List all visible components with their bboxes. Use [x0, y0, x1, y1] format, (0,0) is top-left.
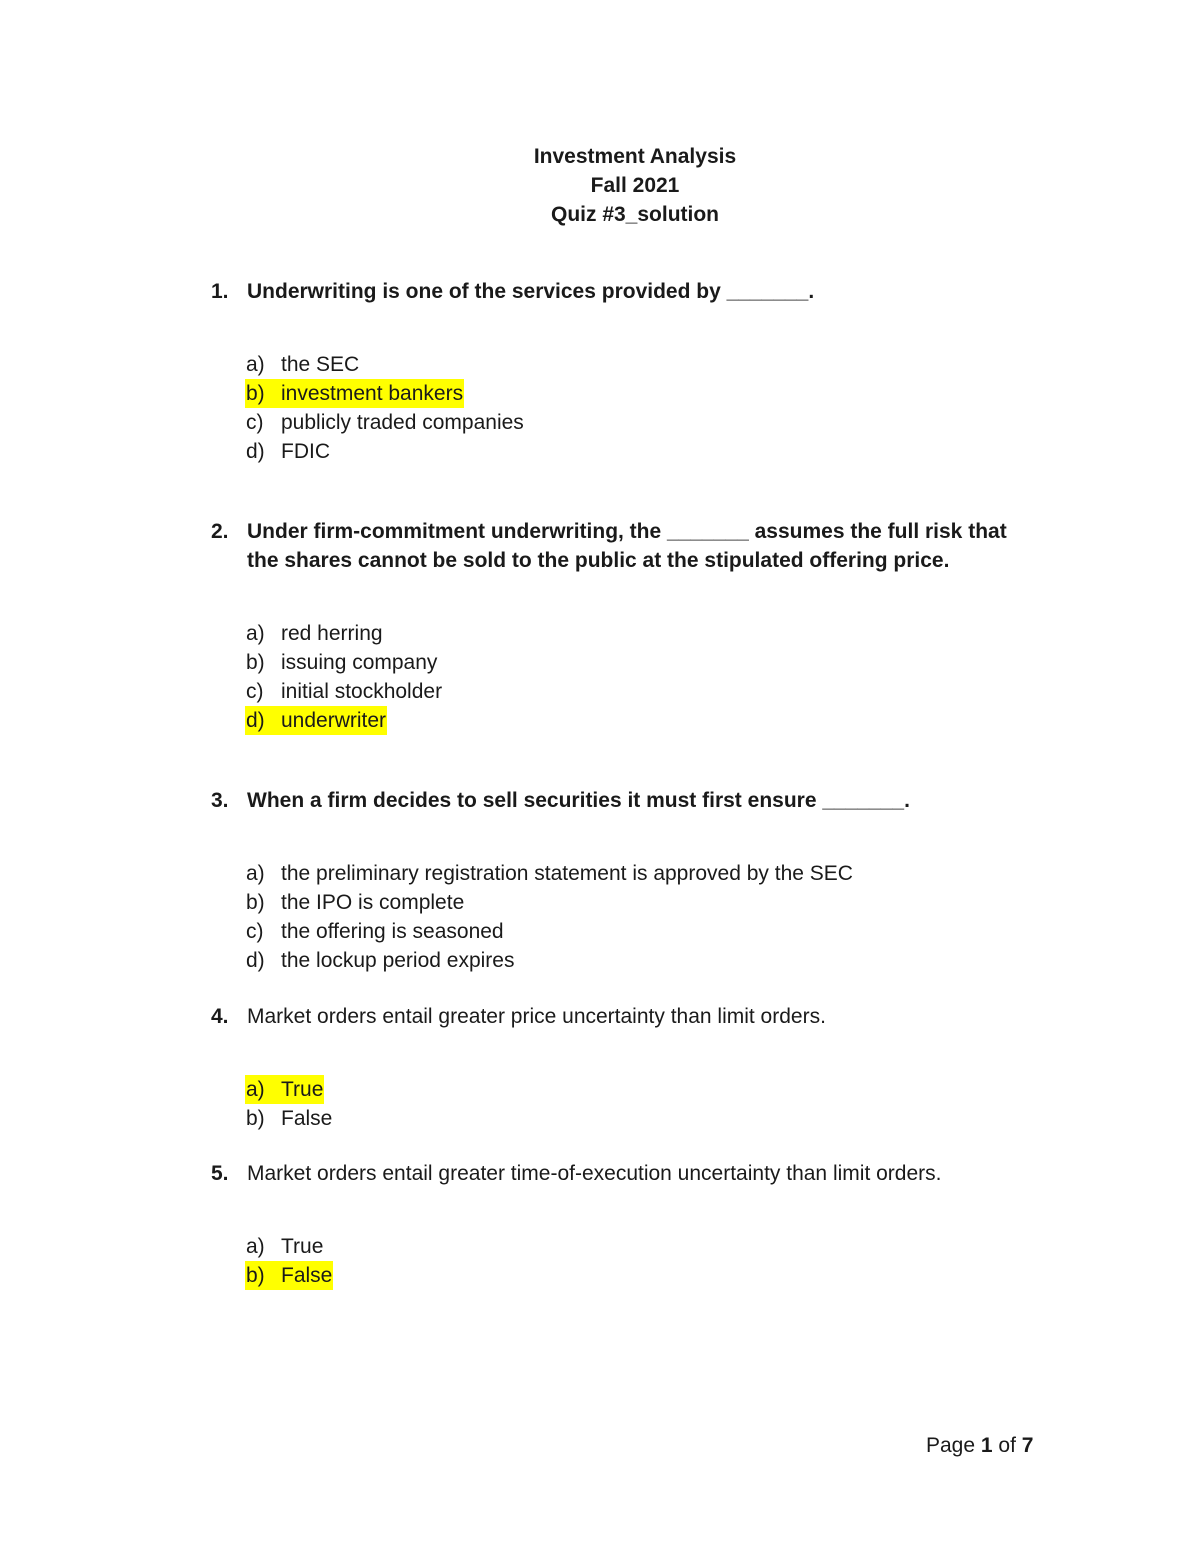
course-title: Investment Analysis	[533, 145, 737, 168]
option-letter: a)	[246, 862, 265, 885]
option-c	[245, 917, 1031, 946]
question-text: When a firm decides to sell securities it must first ensure _______.	[247, 789, 910, 812]
option-text: the IPO is complete	[281, 891, 465, 914]
option-d-correct	[245, 706, 1031, 735]
question-text: Market orders entail greater price uncertainty than limit orders.	[247, 1005, 826, 1028]
option-text: False	[281, 1107, 333, 1130]
option-text: True	[281, 1235, 324, 1258]
option-letter: a)	[246, 353, 265, 376]
option-a	[245, 859, 1031, 888]
option-letter: b)	[246, 891, 265, 914]
page-total: 7	[1021, 1434, 1034, 1457]
option-text: investment bankers	[281, 382, 464, 405]
option-text: red herring	[281, 622, 383, 645]
option-c	[245, 408, 1031, 437]
option-d	[245, 946, 1031, 975]
option-text: the preliminary registration statement is approved by the SEC	[281, 862, 853, 885]
option-a	[245, 350, 1031, 379]
option-text: the SEC	[281, 353, 360, 376]
option-letter: c)	[246, 920, 264, 943]
option-letter: c)	[246, 411, 264, 434]
option-d	[245, 437, 1031, 466]
page-word: Page	[926, 1434, 976, 1457]
question-number: 3.	[211, 789, 229, 812]
option-a	[245, 1232, 1031, 1261]
option-a-correct	[245, 1075, 1031, 1104]
question-text: Under firm-commitment underwriting, the _______ assumes the full risk that the shares cannot be sold to the public at the stipulated offering price.	[247, 520, 1007, 572]
option-b	[245, 888, 1031, 917]
option-letter: d)	[246, 440, 265, 463]
option-letter: b)	[246, 1264, 265, 1287]
option-text: initial stockholder	[281, 680, 443, 703]
option-letter: b)	[246, 382, 265, 405]
option-b	[245, 1104, 1031, 1133]
quiz-title: Quiz #3_solution	[550, 203, 720, 226]
question-4	[211, 1002, 1031, 1133]
option-text: True	[281, 1078, 324, 1101]
option-letter: d)	[246, 709, 265, 732]
option-letter: b)	[246, 651, 265, 674]
question-2	[211, 517, 1031, 735]
option-b	[245, 648, 1031, 677]
question-5	[211, 1159, 1031, 1290]
option-letter: a)	[246, 622, 265, 645]
question-number: 5.	[211, 1162, 229, 1185]
of-word: of	[998, 1434, 1016, 1457]
question-number: 4.	[211, 1005, 229, 1028]
answer-options	[245, 1232, 1031, 1290]
option-b-correct	[245, 1261, 1031, 1290]
option-a	[245, 619, 1031, 648]
page-current: 1	[980, 1434, 993, 1457]
option-letter: a)	[246, 1235, 265, 1258]
option-text: FDIC	[281, 440, 330, 463]
document-title-block	[0, 142, 1200, 229]
option-text: the offering is seasoned	[281, 920, 504, 943]
option-text: publicly traded companies	[281, 411, 524, 434]
question-1	[211, 277, 1031, 466]
option-b-correct	[245, 379, 1031, 408]
option-c	[245, 677, 1031, 706]
answer-options	[245, 619, 1031, 735]
answer-options	[245, 350, 1031, 466]
option-text: issuing company	[281, 651, 438, 674]
question-text: Underwriting is one of the services provided by _______.	[247, 280, 815, 303]
question-number: 2.	[211, 520, 229, 543]
answer-options	[245, 859, 1031, 975]
question-number: 1.	[211, 280, 229, 303]
page-number-footer	[926, 1431, 1033, 1460]
option-letter: d)	[246, 949, 265, 972]
option-letter: a)	[246, 1078, 265, 1101]
option-text: underwriter	[281, 709, 387, 732]
option-text: False	[281, 1264, 333, 1287]
answer-options	[245, 1075, 1031, 1133]
term-title: Fall 2021	[590, 174, 680, 197]
option-letter: c)	[246, 680, 264, 703]
question-3	[211, 786, 1031, 975]
option-text: the lockup period expires	[281, 949, 515, 972]
option-letter: b)	[246, 1107, 265, 1130]
question-text: Market orders entail greater time-of-execution uncertainty than limit orders.	[247, 1162, 942, 1185]
